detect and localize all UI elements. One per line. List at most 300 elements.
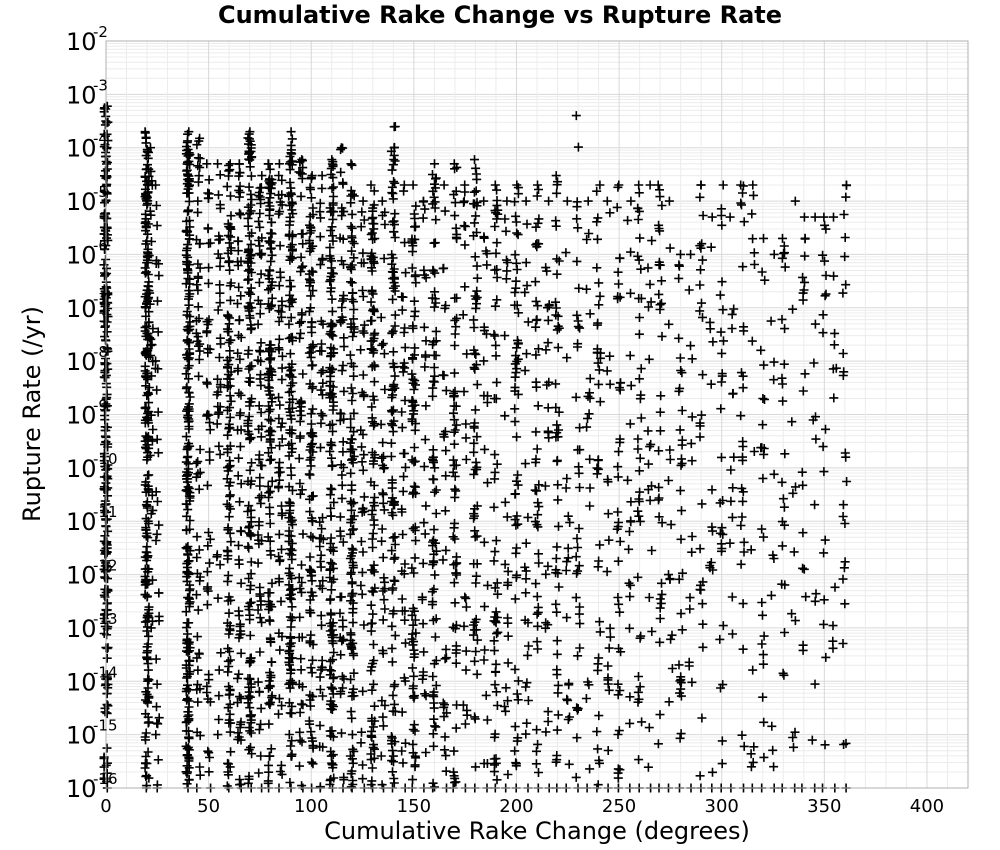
y-tick-base: 10 bbox=[66, 28, 97, 56]
y-tick-base: 10 bbox=[66, 134, 97, 163]
data-point bbox=[308, 576, 317, 585]
data-point bbox=[523, 220, 532, 229]
data-point bbox=[308, 668, 317, 677]
data-point bbox=[636, 454, 645, 463]
data-point bbox=[152, 201, 161, 210]
data-point bbox=[400, 449, 409, 458]
data-point bbox=[430, 193, 439, 202]
data-point bbox=[205, 448, 214, 457]
data-point bbox=[368, 214, 377, 223]
data-point bbox=[778, 234, 787, 243]
data-point bbox=[800, 213, 809, 222]
data-point bbox=[358, 774, 367, 783]
data-point bbox=[428, 384, 437, 393]
data-point bbox=[142, 138, 151, 147]
data-point bbox=[298, 700, 307, 709]
data-point bbox=[503, 619, 512, 628]
data-point bbox=[234, 186, 243, 195]
y-tick-exponent: -9 bbox=[93, 396, 108, 415]
data-point bbox=[533, 740, 542, 749]
data-point bbox=[409, 672, 418, 681]
data-point bbox=[716, 404, 725, 413]
data-point bbox=[512, 229, 521, 238]
data-point bbox=[409, 725, 418, 734]
data-point bbox=[338, 494, 347, 503]
data-point bbox=[674, 334, 683, 343]
data-point bbox=[830, 329, 839, 338]
data-point bbox=[717, 523, 726, 532]
data-point bbox=[399, 487, 408, 496]
data-point bbox=[533, 301, 542, 310]
data-point bbox=[203, 582, 212, 591]
data-point bbox=[328, 231, 337, 240]
data-point bbox=[646, 440, 655, 449]
data-point bbox=[225, 492, 234, 501]
data-point bbox=[347, 159, 356, 168]
data-point bbox=[614, 280, 623, 289]
data-point bbox=[504, 658, 513, 667]
data-point bbox=[800, 565, 809, 574]
data-point bbox=[205, 175, 214, 184]
data-point bbox=[480, 656, 489, 665]
data-point bbox=[194, 274, 203, 283]
data-point bbox=[419, 619, 428, 628]
data-point bbox=[203, 600, 212, 609]
data-point bbox=[408, 740, 417, 749]
data-point bbox=[379, 615, 388, 624]
data-point bbox=[666, 244, 675, 253]
data-point bbox=[624, 545, 633, 554]
data-point bbox=[818, 251, 827, 260]
data-point bbox=[431, 238, 440, 247]
data-point bbox=[614, 774, 623, 783]
data-point bbox=[606, 380, 615, 389]
data-point bbox=[829, 621, 838, 630]
data-point bbox=[369, 640, 378, 649]
data-point bbox=[460, 197, 469, 206]
data-point bbox=[389, 752, 398, 761]
data-point bbox=[316, 721, 325, 730]
data-point bbox=[274, 710, 283, 719]
data-point bbox=[483, 716, 492, 725]
data-point bbox=[696, 544, 705, 553]
data-point bbox=[686, 250, 695, 259]
data-point bbox=[492, 201, 501, 210]
data-point bbox=[379, 587, 388, 596]
data-point bbox=[409, 181, 418, 190]
data-point bbox=[562, 474, 571, 483]
data-point bbox=[144, 675, 153, 684]
data-point bbox=[462, 433, 471, 442]
data-point bbox=[842, 181, 851, 190]
data-point bbox=[442, 767, 451, 776]
data-point bbox=[235, 160, 244, 169]
data-point bbox=[308, 405, 317, 414]
data-point bbox=[226, 747, 235, 756]
data-point bbox=[839, 575, 848, 584]
data-point bbox=[616, 386, 625, 395]
data-point bbox=[666, 455, 675, 464]
data-point bbox=[740, 217, 749, 226]
data-point bbox=[256, 499, 265, 508]
data-point bbox=[452, 569, 461, 578]
data-point bbox=[688, 354, 697, 363]
data-point bbox=[593, 464, 602, 473]
data-point bbox=[676, 734, 685, 743]
data-point bbox=[728, 483, 737, 492]
data-point bbox=[257, 704, 266, 713]
data-point bbox=[718, 277, 727, 286]
data-point bbox=[756, 346, 765, 355]
data-point bbox=[295, 728, 304, 737]
data-point bbox=[634, 672, 643, 681]
y-tick-base: 10 bbox=[66, 188, 97, 217]
data-point bbox=[379, 339, 388, 348]
data-point bbox=[205, 767, 214, 776]
data-point bbox=[520, 288, 529, 297]
data-point bbox=[306, 455, 315, 464]
data-point bbox=[308, 361, 317, 370]
data-point bbox=[411, 278, 420, 287]
data-point bbox=[462, 603, 471, 612]
data-point bbox=[369, 722, 378, 731]
data-point bbox=[430, 159, 439, 168]
data-point bbox=[595, 617, 604, 626]
data-point bbox=[234, 555, 243, 564]
data-point bbox=[531, 277, 540, 286]
data-point bbox=[500, 331, 509, 340]
data-point bbox=[297, 411, 306, 420]
data-point bbox=[277, 308, 286, 317]
data-point bbox=[737, 560, 746, 569]
data-point bbox=[265, 211, 274, 220]
data-point bbox=[379, 499, 388, 508]
data-point bbox=[348, 578, 357, 587]
data-point bbox=[613, 508, 622, 517]
data-point bbox=[216, 450, 225, 459]
data-point bbox=[839, 639, 848, 648]
data-point bbox=[821, 291, 830, 300]
data-point bbox=[841, 233, 850, 242]
data-point bbox=[318, 171, 327, 180]
data-point bbox=[441, 506, 450, 515]
data-point bbox=[532, 297, 541, 306]
data-point bbox=[328, 685, 337, 694]
data-point bbox=[654, 181, 663, 190]
data-point bbox=[460, 622, 469, 631]
data-point bbox=[748, 181, 757, 190]
data-point bbox=[348, 389, 357, 398]
data-point bbox=[829, 393, 838, 402]
data-point bbox=[347, 396, 356, 405]
data-point bbox=[214, 594, 223, 603]
data-point bbox=[449, 747, 458, 756]
data-point bbox=[625, 527, 634, 536]
data-point bbox=[431, 215, 440, 224]
data-point bbox=[193, 698, 202, 707]
data-point bbox=[387, 188, 396, 197]
data-point bbox=[223, 667, 232, 676]
data-point bbox=[552, 189, 561, 198]
data-point bbox=[471, 405, 480, 414]
data-point bbox=[379, 490, 388, 499]
data-point bbox=[348, 332, 357, 341]
data-point bbox=[216, 254, 225, 263]
y-tick-label bbox=[66, 397, 108, 430]
data-point bbox=[318, 411, 327, 420]
data-point bbox=[297, 561, 306, 570]
data-point bbox=[295, 479, 304, 488]
data-point bbox=[356, 345, 365, 354]
data-point bbox=[103, 654, 112, 663]
data-point bbox=[573, 223, 582, 232]
data-point bbox=[399, 758, 408, 767]
data-point bbox=[348, 278, 357, 287]
data-point bbox=[204, 675, 213, 684]
data-point bbox=[203, 481, 212, 490]
data-point bbox=[267, 744, 276, 753]
data-point bbox=[247, 172, 256, 181]
data-point bbox=[533, 510, 542, 519]
data-point bbox=[839, 500, 848, 509]
data-point bbox=[740, 538, 749, 547]
data-point bbox=[390, 179, 399, 188]
data-point bbox=[357, 442, 366, 451]
data-point bbox=[287, 127, 296, 136]
data-point bbox=[480, 646, 489, 655]
y-axis-label: Rupture Rate (/yr) bbox=[18, 306, 46, 522]
data-point bbox=[512, 432, 521, 441]
data-point bbox=[674, 260, 683, 269]
data-point bbox=[473, 380, 482, 389]
data-point bbox=[492, 295, 501, 304]
data-point bbox=[370, 377, 379, 386]
data-point bbox=[419, 518, 428, 527]
data-point bbox=[389, 347, 398, 356]
data-point bbox=[575, 324, 584, 333]
data-point bbox=[223, 182, 232, 191]
data-point bbox=[183, 505, 192, 514]
data-point bbox=[819, 467, 828, 476]
data-point bbox=[676, 250, 685, 259]
data-point bbox=[329, 183, 338, 192]
data-point bbox=[452, 421, 461, 430]
data-point bbox=[391, 233, 400, 242]
data-point bbox=[603, 662, 612, 671]
data-point bbox=[510, 404, 519, 413]
data-point bbox=[226, 728, 235, 737]
data-point bbox=[596, 292, 605, 301]
data-point bbox=[358, 457, 367, 466]
data-point bbox=[657, 201, 666, 210]
data-point bbox=[144, 719, 153, 728]
data-point bbox=[563, 197, 572, 206]
data-point bbox=[626, 419, 635, 428]
data-point bbox=[420, 462, 429, 471]
data-point bbox=[450, 369, 459, 378]
y-tick-exponent: -3 bbox=[93, 76, 108, 95]
data-point bbox=[510, 197, 519, 206]
data-point bbox=[236, 291, 245, 300]
x-tick-labels bbox=[100, 796, 944, 817]
data-point bbox=[202, 327, 211, 336]
data-point bbox=[738, 437, 747, 446]
data-point bbox=[533, 592, 542, 601]
data-point bbox=[325, 277, 334, 286]
data-point bbox=[521, 366, 530, 375]
data-point bbox=[450, 461, 459, 470]
data-point bbox=[522, 574, 531, 583]
data-point bbox=[357, 537, 366, 546]
data-point bbox=[759, 753, 768, 762]
data-point bbox=[491, 341, 500, 350]
data-point bbox=[604, 746, 613, 755]
data-point bbox=[605, 644, 614, 653]
data-point bbox=[717, 453, 726, 462]
data-point bbox=[368, 510, 377, 519]
data-point bbox=[358, 590, 367, 599]
data-point bbox=[747, 545, 756, 554]
data-point bbox=[339, 180, 348, 189]
data-point bbox=[224, 172, 233, 181]
data-point bbox=[759, 718, 768, 727]
data-point bbox=[368, 543, 377, 552]
data-point bbox=[380, 349, 389, 358]
data-point bbox=[244, 698, 253, 707]
data-point bbox=[346, 277, 355, 286]
data-point bbox=[153, 497, 162, 506]
data-point bbox=[225, 238, 234, 247]
data-point bbox=[480, 538, 489, 547]
data-point bbox=[339, 333, 348, 342]
data-point bbox=[154, 521, 163, 530]
data-point bbox=[493, 775, 502, 784]
data-point bbox=[387, 406, 396, 415]
data-point bbox=[203, 410, 212, 419]
data-point bbox=[267, 229, 276, 238]
data-point bbox=[143, 471, 152, 480]
data-point bbox=[594, 278, 603, 287]
data-point bbox=[551, 379, 560, 388]
data-point bbox=[234, 283, 243, 292]
data-point bbox=[603, 675, 612, 684]
data-point bbox=[522, 349, 531, 358]
data-point bbox=[799, 641, 808, 650]
data-point bbox=[501, 707, 510, 716]
data-point bbox=[298, 485, 307, 494]
y-tick-label bbox=[66, 76, 108, 109]
data-point bbox=[316, 673, 325, 682]
data-point bbox=[647, 546, 656, 555]
data-point bbox=[360, 492, 369, 501]
data-point bbox=[736, 411, 745, 420]
data-point bbox=[387, 622, 396, 631]
data-point bbox=[430, 463, 439, 472]
data-point bbox=[728, 389, 737, 398]
data-point bbox=[296, 329, 305, 338]
y-tick-label bbox=[66, 130, 108, 163]
data-point bbox=[257, 618, 266, 627]
data-point bbox=[339, 437, 348, 446]
data-point bbox=[552, 608, 561, 617]
data-point bbox=[531, 427, 540, 436]
data-point bbox=[244, 501, 253, 510]
data-point bbox=[370, 329, 379, 338]
data-point bbox=[389, 691, 398, 700]
data-point bbox=[625, 692, 634, 701]
data-point bbox=[451, 486, 460, 495]
data-point bbox=[215, 280, 224, 289]
y-tick-exponent: -8 bbox=[93, 343, 108, 362]
data-point bbox=[645, 593, 654, 602]
data-point bbox=[791, 728, 800, 737]
data-point bbox=[337, 729, 346, 738]
data-point bbox=[460, 188, 469, 197]
data-point bbox=[757, 640, 766, 649]
data-point bbox=[255, 278, 264, 287]
data-point bbox=[327, 726, 336, 735]
data-point bbox=[658, 332, 667, 341]
y-tick-label bbox=[66, 557, 118, 590]
data-point bbox=[246, 378, 255, 387]
data-point bbox=[378, 713, 387, 722]
data-point bbox=[738, 262, 747, 271]
data-point bbox=[575, 603, 584, 612]
data-point bbox=[657, 276, 666, 285]
data-point bbox=[626, 289, 635, 298]
data-point bbox=[347, 714, 356, 723]
data-point bbox=[378, 438, 387, 447]
data-point bbox=[368, 287, 377, 296]
data-point bbox=[245, 209, 254, 218]
data-point bbox=[615, 686, 624, 695]
data-point bbox=[572, 311, 581, 320]
data-point bbox=[328, 295, 337, 304]
data-point bbox=[400, 616, 409, 625]
y-tick-exponent: -6 bbox=[93, 236, 108, 255]
data-point bbox=[552, 542, 561, 551]
data-point bbox=[318, 663, 327, 672]
data-point bbox=[327, 485, 336, 494]
data-point bbox=[635, 188, 644, 197]
data-point bbox=[216, 170, 225, 179]
data-point bbox=[409, 524, 418, 533]
y-tick-exponent: -15 bbox=[93, 716, 118, 735]
data-point bbox=[450, 493, 459, 502]
data-point bbox=[647, 236, 656, 245]
data-point bbox=[193, 197, 202, 206]
data-point bbox=[534, 559, 543, 568]
data-point bbox=[490, 556, 499, 565]
data-point bbox=[155, 616, 164, 625]
data-point bbox=[442, 653, 451, 662]
data-point bbox=[575, 619, 584, 628]
data-point bbox=[285, 276, 294, 285]
data-point bbox=[449, 532, 458, 541]
data-point bbox=[739, 599, 748, 608]
data-point bbox=[565, 518, 574, 527]
data-point bbox=[594, 465, 603, 474]
data-point bbox=[586, 484, 595, 493]
data-point bbox=[614, 518, 623, 527]
data-point bbox=[144, 748, 153, 757]
data-point bbox=[798, 564, 807, 573]
data-point bbox=[594, 562, 603, 571]
data-point bbox=[633, 507, 642, 516]
y-tick-label bbox=[66, 663, 118, 696]
data-point bbox=[726, 539, 735, 548]
data-point bbox=[266, 456, 275, 465]
